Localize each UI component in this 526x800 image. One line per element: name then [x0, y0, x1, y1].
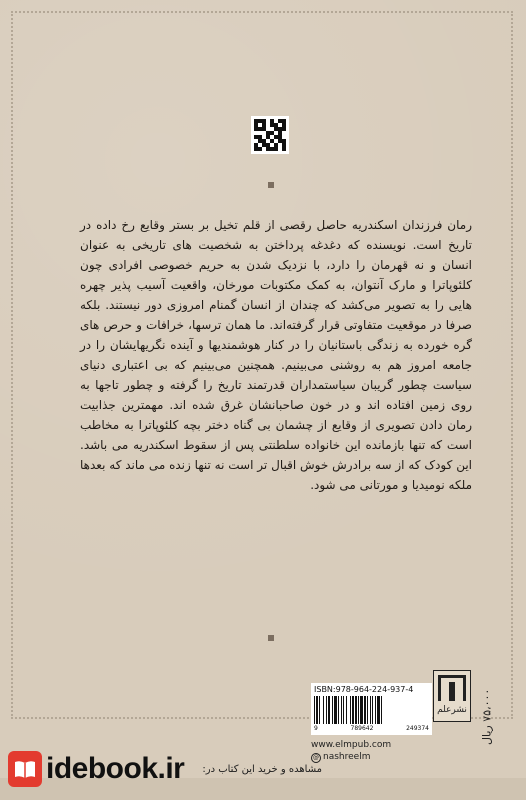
idebook-logo[interactable]	[8, 749, 213, 789]
qr-code-pattern	[254, 119, 286, 151]
publisher-handle[interactable]	[311, 752, 431, 763]
instagram-icon: @	[313, 754, 319, 761]
publisher-handle-text: nashreelm	[323, 752, 371, 762]
idebook-brand-text: idebook.ir	[46, 752, 185, 785]
barcode-lead-digit: 9	[314, 725, 318, 732]
publisher-logo-text: نشرعلم	[437, 705, 467, 715]
isbn-text: ISBN:978-964-224-937-4	[314, 685, 414, 694]
qr-code[interactable]	[251, 116, 289, 154]
footer-promo-text: مشاهده و خرید این کتاب در:	[202, 764, 322, 775]
book-description: رمان فرزندان اسکندریه حاصل رقصی از قلم تخیل بر بستر وقایع رخ داده در تاریخ است. نویسنده که دغدغه پرداختن به شخصیت های تاریخی به عنوان انسان و نه قهرمان را دارد، با نزدیک شدن به حریم خصوصی افرادی چون کلئوپاترا و مارک آنتوان، به کمک مکتوبات مورخان، واقعیت آسیب پذیر چهره هایی را به تصویر می‌کشد که چندان از انسان گمنام امروزی دور نیستند. بلکه صرفا در موقعیت متفاوتی قرار گرفته‌اند. ما همان ترسها، خرافات و حرص های گره خورده به زندگی باستانیان را در کنار هوشمندیها و آینده نگریهایشان را در جامعه امروز هم به روشنی می‌بینیم. همچنین می‌بینیم که بی اعتباری دنیای سیاست چطور گریبان سیاستمداران قدرتمند تاریخ را گرفته و چطور تاجها به روی زمین افتاده اند و در خون صاحبانشان غرق شده اند. مهمترین جذابیت رمان دادن تصویری از وقایع از چشمان بی گناه دختر بچه کلئوپاترا به مخاطب است که تنها بازمانده این خانواده سلطنتی پس از سقوط اسکندریه می باشد. این کودک که از سه برادرش خوش اقبال تر است نه تنها زنده می ماند که بعدها ملکه نومیدیا و مورتانی می شود.	[80, 218, 472, 492]
barcode-left-digits: 789642	[350, 725, 374, 732]
price-label: ۷۵،۰۰۰ ریال	[480, 688, 494, 746]
bottom-square-ornament	[268, 635, 274, 641]
barcode-right-digits: 249374	[406, 725, 429, 732]
top-square-ornament	[268, 182, 274, 188]
book-icon	[8, 751, 42, 787]
publisher-website[interactable]: www.elmpub.com	[311, 740, 392, 750]
barcode-numbers	[314, 725, 429, 732]
isbn-barcode-block	[311, 683, 432, 735]
barcode	[314, 696, 429, 724]
publisher-logo-icon	[438, 675, 466, 701]
publisher-logo	[433, 670, 471, 722]
